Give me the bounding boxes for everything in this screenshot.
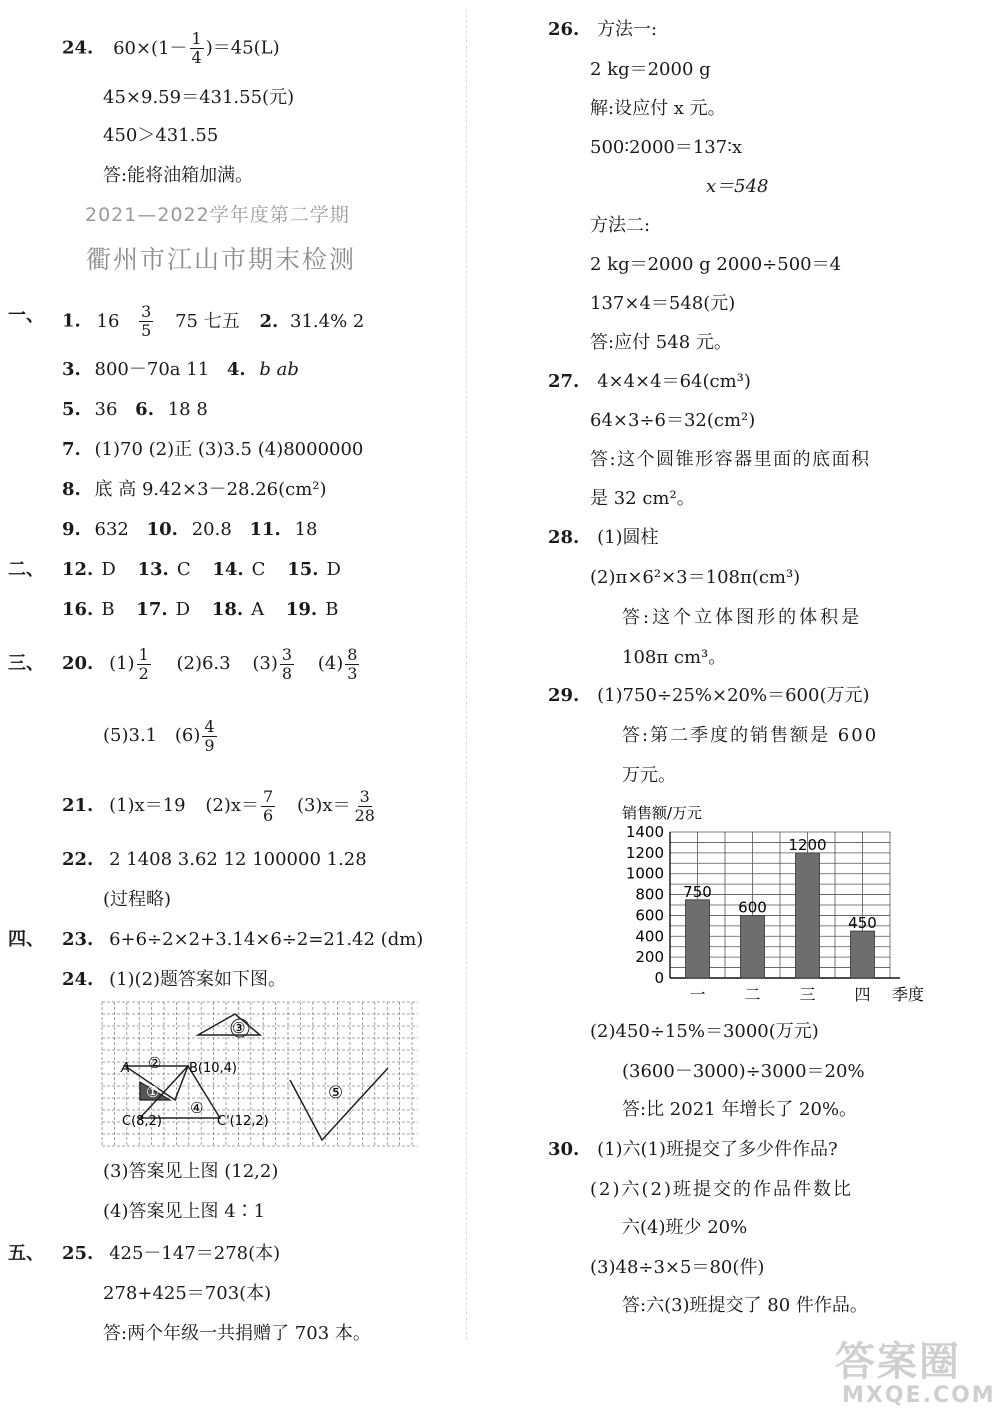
fraction: $\frac{1}{4}$ <box>191 29 202 67</box>
figure-1-label: ① <box>146 1083 160 1101</box>
answer-28-line3: 答:这个立体图形的体积是 <box>622 607 863 628</box>
answer-30-line5: 答:六(3)班提交了 80 件作品。 <box>622 1295 868 1316</box>
answer-30-line3: 六(4)班少 20% <box>622 1217 748 1238</box>
answer-3-4: 3. 800－70a 11 4. b ab <box>62 359 299 380</box>
exam-title-heading: 衢州市江山市期末检测 <box>86 245 357 274</box>
chart-data-label: 750 <box>683 882 712 901</box>
fraction: $\frac{3}{5}$ <box>141 302 152 340</box>
chart-x-tick-label: 四 <box>854 985 871 1004</box>
answer-30-line2: (2)六(2)班提交的作品件数比 <box>590 1179 853 1200</box>
answer-27-line2: 64×3÷6＝32(cm²) <box>590 410 756 431</box>
answer-27-line1: 27. 4×4×4＝64(cm³) <box>548 371 751 392</box>
answer-28-line4: 108π cm³。 <box>622 647 727 668</box>
chart-bar <box>851 931 875 978</box>
answer-20-row1: 20. (1) $\frac{1}{2}$ (2)6.3 (3) $\frac{3}{8}$ (4) $\frac{8}{3}$ <box>62 644 358 683</box>
chart-x-tick-label: 一 <box>689 985 706 1004</box>
answer-22-note: (过程略) <box>103 889 172 910</box>
point-a-label: A <box>121 1061 130 1076</box>
answer-8: 8. 底 高 9.42×3－28.26(cm²) <box>62 479 327 500</box>
answer-22: 22. 2 1408 3.62 12 100000 1.28 <box>62 849 367 870</box>
transformation-grid-diagram <box>100 1000 420 1150</box>
section-mark-4: 四、 <box>8 929 44 950</box>
column-divider <box>466 10 467 1340</box>
answer-24-4: (4)答案见上图 4∶1 <box>103 1201 266 1222</box>
chart-y-tick-label: 1200 <box>625 843 664 862</box>
answer-21: 21. (1)x＝19 (2)x＝ $\frac{7}{6}$ (3)x＝ $\frac{3}{28}$ <box>62 786 375 825</box>
fraction: $\frac{1}{2}$ <box>138 644 149 683</box>
answer-20-row2: (5)3.1 (6) $\frac{4}{9}$ <box>103 716 215 755</box>
point-b-label: B(10,4) <box>189 1061 238 1076</box>
answer-25-line3: 答:两个年级一共捐赠了 703 本。 <box>103 1323 371 1344</box>
watermark-logo: 答案圈 <box>835 1339 961 1385</box>
answer-24-line4: 答:能将油箱加满。 <box>103 165 254 186</box>
answer-24-3: (3)答案见上图 (12,2) <box>103 1161 279 1182</box>
answer-26-line4: 500∶2000＝137∶x <box>590 137 743 158</box>
chart-data-label: 1200 <box>788 835 827 854</box>
answer-24-line2: 45×9.59＝431.55(元) <box>103 87 295 108</box>
figure-3-label: ③ <box>232 1019 246 1037</box>
chart-data-label: 600 <box>738 898 767 917</box>
answer-29-line4: (2)450÷15%＝3000(万元) <box>590 1021 819 1042</box>
chart-x-tick-label: 二 <box>744 985 761 1004</box>
chart-y-tick-label: 1400 <box>625 823 664 841</box>
chart-y-tick-label: 200 <box>635 948 664 967</box>
point-c-prime-label: C'(12,2) <box>217 1114 269 1129</box>
answer-26-line2: 2 kg＝2000 g <box>590 59 711 80</box>
figure-5 <box>290 1068 388 1140</box>
question-number: 24. <box>62 37 94 59</box>
fraction: $\frac{3}{8}$ <box>281 644 293 683</box>
answer-29-line2: 答:第二季度的销售额是 600 <box>622 725 879 746</box>
answer-1-2: 1. 16 $\frac{3}{5}$ 75 七五 2. 31.4% 2 <box>62 302 365 340</box>
chart-y-tick-label: 1000 <box>625 864 664 883</box>
watermark-url: MXQE.COM <box>842 1383 996 1408</box>
chart-bar <box>741 915 765 978</box>
answer-12-15: 12. D 13. C 14. C 15. D <box>62 559 341 580</box>
fraction: $\frac{7}{6}$ <box>263 786 274 825</box>
answer-30-line1: 30. (1)六(1)班提交了多少件作品? <box>548 1139 838 1160</box>
chart-y-tick-label: 800 <box>635 885 664 904</box>
chart-y-axis-label: 销售额/万元 <box>622 804 703 822</box>
fraction: $\frac{4}{9}$ <box>204 716 215 755</box>
chart-data-label: 450 <box>848 914 877 933</box>
chart-y-tick-label: 600 <box>635 906 664 925</box>
answer-29-line3: 万元。 <box>622 765 676 786</box>
answer-30-line4: (3)48÷3×5＝80(件) <box>590 1257 765 1278</box>
figure-2-label: ② <box>148 1054 162 1072</box>
answer-26-line1: 26. 方法一: <box>548 19 658 40</box>
section-mark-2: 二、 <box>8 559 44 580</box>
figure-5-label: ⑤ <box>328 1083 344 1103</box>
answer-29-line6: 答:比 2021 年增长了 20%。 <box>622 1099 858 1120</box>
answer-25-line2: 278+425＝703(本) <box>103 1283 272 1304</box>
answer-26-line9: 答:应付 548 元。 <box>590 332 732 353</box>
answer-7: 7. (1)70 (2)正 (3)3.5 (4)8000000 <box>62 439 364 460</box>
fraction: $\frac{3}{28}$ <box>354 786 375 825</box>
chart-x-tick-label: 三 <box>799 985 816 1004</box>
answer-26-line6: 方法二: <box>590 215 651 236</box>
fraction: $\frac{8}{3}$ <box>347 644 358 683</box>
answer-29-line1: 29. (1)750÷25%×20%＝600(万元) <box>548 685 870 706</box>
answer-26-line8: 137×4＝548(元) <box>590 293 736 314</box>
answer-27-line4: 是 32 cm²。 <box>590 488 695 509</box>
answer-5-6: 5. 36 6. 18 8 <box>62 399 208 420</box>
chart-bar <box>796 853 820 978</box>
chart-y-tick-label: 0 <box>654 969 664 987</box>
answer-26-line7: 2 kg＝2000 g 2000÷500＝4 <box>590 254 842 275</box>
figure-4-label: ④ <box>190 1099 204 1117</box>
answer-24-line1: 24. 60×(1－ $\frac{1}{4}$ )＝45(L) <box>62 29 280 67</box>
answer-26-line5: x＝548 <box>706 176 769 197</box>
chart-bar <box>686 900 710 978</box>
section-mark-1: 一、 <box>8 305 44 326</box>
section-mark-3: 三、 <box>8 653 44 674</box>
chart-y-tick-label: 400 <box>635 927 664 946</box>
chart-x-axis-suffix: 季度 <box>892 985 925 1004</box>
answer-24: 24. (1)(2)题答案如下图。 <box>62 969 287 990</box>
answer-25-line1: 25. 425－147＝278(本) <box>62 1243 281 1264</box>
answer-23: 23. 6+6÷2×2+3.14×6÷2=21.42 (dm) <box>62 929 424 950</box>
answer-28-line2: (2)π×6²×3＝108π(cm³) <box>590 567 801 588</box>
answer-29-line5: (3600－3000)÷3000＝20% <box>622 1061 865 1082</box>
answer-9-11: 9. 632 10. 20.8 11. 18 <box>62 519 318 540</box>
answer-26-line3: 解:设应付 x 元。 <box>590 98 726 119</box>
sales-bar-chart <box>600 800 930 1010</box>
section-mark-5: 五、 <box>8 1243 44 1264</box>
answer-28-line1: 28. (1)圆柱 <box>548 527 659 548</box>
answer-24-line3: 450＞431.55 <box>103 125 219 146</box>
answer-16-19: 16. B 17. D 18. A 19. B <box>62 599 339 620</box>
point-c-label: C(8,2) <box>122 1114 162 1129</box>
exam-term-heading: 2021—2022学年度第二学期 <box>85 204 350 226</box>
answer-27-line3: 答:这个圆锥形容器里面的底面积 <box>590 449 871 470</box>
